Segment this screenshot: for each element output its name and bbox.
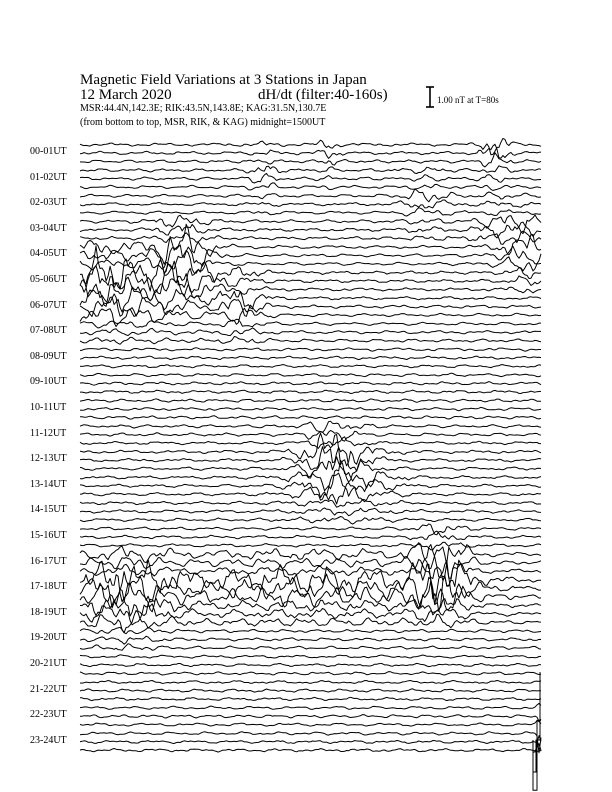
hour-label: 17-18UT <box>30 581 67 593</box>
trace-rik-hour-2 <box>80 200 541 208</box>
trace-msr-hour-7 <box>80 337 541 345</box>
trace-msr-hour-2 <box>80 208 541 216</box>
chart-title: Magnetic Field Variations at 3 Stations in Japan <box>80 72 367 88</box>
trace-msr-hour-15 <box>80 542 541 550</box>
trace-msr-hour-8 <box>80 365 541 368</box>
trace-rik-hour-20 <box>80 663 541 666</box>
trace-msr-hour-20 <box>80 672 541 675</box>
trace-msr-hour-0 <box>80 153 541 167</box>
hour-label: 01-02UT <box>30 171 67 183</box>
quantity-label: dH/dt (filter:40-160s) <box>258 87 388 103</box>
trace-msr-hour-1 <box>80 183 541 191</box>
trace-rik-hour-3 <box>80 222 541 238</box>
trace-rik-hour-9 <box>80 382 541 386</box>
hour-label: 06-07UT <box>30 299 67 311</box>
trace-rik-hour-21 <box>80 689 541 692</box>
hour-label: 05-06UT <box>30 274 67 285</box>
hour-label: 08-09UT <box>30 350 67 362</box>
trace-msr-hour-3 <box>80 231 541 244</box>
trace-kag-hour-4 <box>80 224 541 264</box>
scale-bar <box>426 87 434 107</box>
hour-label: 09-10UT <box>30 376 67 388</box>
hour-label: 03-04UT <box>30 222 67 234</box>
trace-msr-hour-23 <box>80 720 541 790</box>
trace-kag-hour-15 <box>80 524 541 535</box>
hour-label: 21-22UT <box>30 683 67 695</box>
hour-label: 02-03UT <box>30 197 67 209</box>
trace-msr-hour-14 <box>80 517 541 525</box>
trace-rik-hour-0 <box>80 144 541 158</box>
trace-rik-hour-15 <box>80 531 541 540</box>
trace-msr-hour-21 <box>80 697 541 700</box>
hour-label: 15-16UT <box>30 530 67 541</box>
trace-rik-hour-1 <box>80 173 541 183</box>
trace-kag-hour-14 <box>80 499 541 507</box>
trace-kag-hour-16 <box>80 543 541 581</box>
trace-rik-hour-22 <box>80 715 541 722</box>
trace-rik-hour-14 <box>80 508 541 516</box>
trace-kag-hour-11 <box>80 421 541 432</box>
trace-rik-hour-8 <box>80 356 541 360</box>
trace-msr-hour-4 <box>80 251 541 274</box>
trace-msr-hour-10 <box>80 416 541 419</box>
trace-kag-hour-5 <box>80 246 541 291</box>
trace-rik-hour-10 <box>80 407 541 411</box>
hour-label: 04-05UT <box>30 248 67 260</box>
trace-rik-hour-19 <box>80 636 541 644</box>
hour-label: 12-13UT <box>30 453 67 465</box>
trace-kag-hour-19 <box>80 627 541 633</box>
station-coordinates: MSR:44.4N,142.3E; RIK:43.5N,143.8E; KAG:31.5N,130.7E <box>80 103 327 114</box>
hour-label: 19-20UT <box>30 632 67 644</box>
hour-label: 18-19UT <box>30 606 67 618</box>
scale-bar-label: 1.00 nT at T=80s <box>437 95 499 105</box>
trace-msr-hour-9 <box>80 390 541 393</box>
trace-kag-hour-1 <box>80 166 541 174</box>
trace-kag-hour-21 <box>80 681 541 684</box>
hour-label: 13-14UT <box>30 478 67 490</box>
hour-label: 20-21UT <box>30 658 67 669</box>
trace-kag-hour-7 <box>80 319 541 328</box>
hour-label: 22-23UT <box>30 709 67 721</box>
trace-rik-hour-23 <box>80 736 541 744</box>
trace-kag-hour-3 <box>80 215 541 234</box>
trace-kag-hour-22 <box>80 703 541 709</box>
trace-msr-hour-22 <box>80 721 541 727</box>
trace-kag-hour-20 <box>80 655 541 658</box>
hour-label: 00-01UT <box>30 146 67 157</box>
hour-label: 14-15UT <box>30 504 67 516</box>
trace-kag-hour-18 <box>80 590 541 617</box>
trace-rik-hour-7 <box>80 328 541 336</box>
trace-msr-hour-19 <box>80 644 541 651</box>
trace-kag-hour-8 <box>80 348 541 352</box>
trace-kag-hour-10 <box>80 399 541 403</box>
trace-kag-hour-2 <box>80 189 541 202</box>
trace-rik-hour-11 <box>80 431 541 442</box>
hour-label: 07-08UT <box>30 325 67 337</box>
hour-label: 11-12UT <box>30 427 67 439</box>
hour-label: 10-11UT <box>30 402 67 413</box>
hour-label: 23-24UT <box>30 734 67 746</box>
trace-kag-hour-9 <box>80 373 541 377</box>
date-label: 12 March 2020 <box>80 87 172 103</box>
station-order-note: (from bottom to top, MSR, RIK, & KAG) midnight=1500UT <box>80 117 326 128</box>
hour-label: 16-17UT <box>30 555 67 567</box>
trace-rik-hour-5 <box>80 266 541 294</box>
